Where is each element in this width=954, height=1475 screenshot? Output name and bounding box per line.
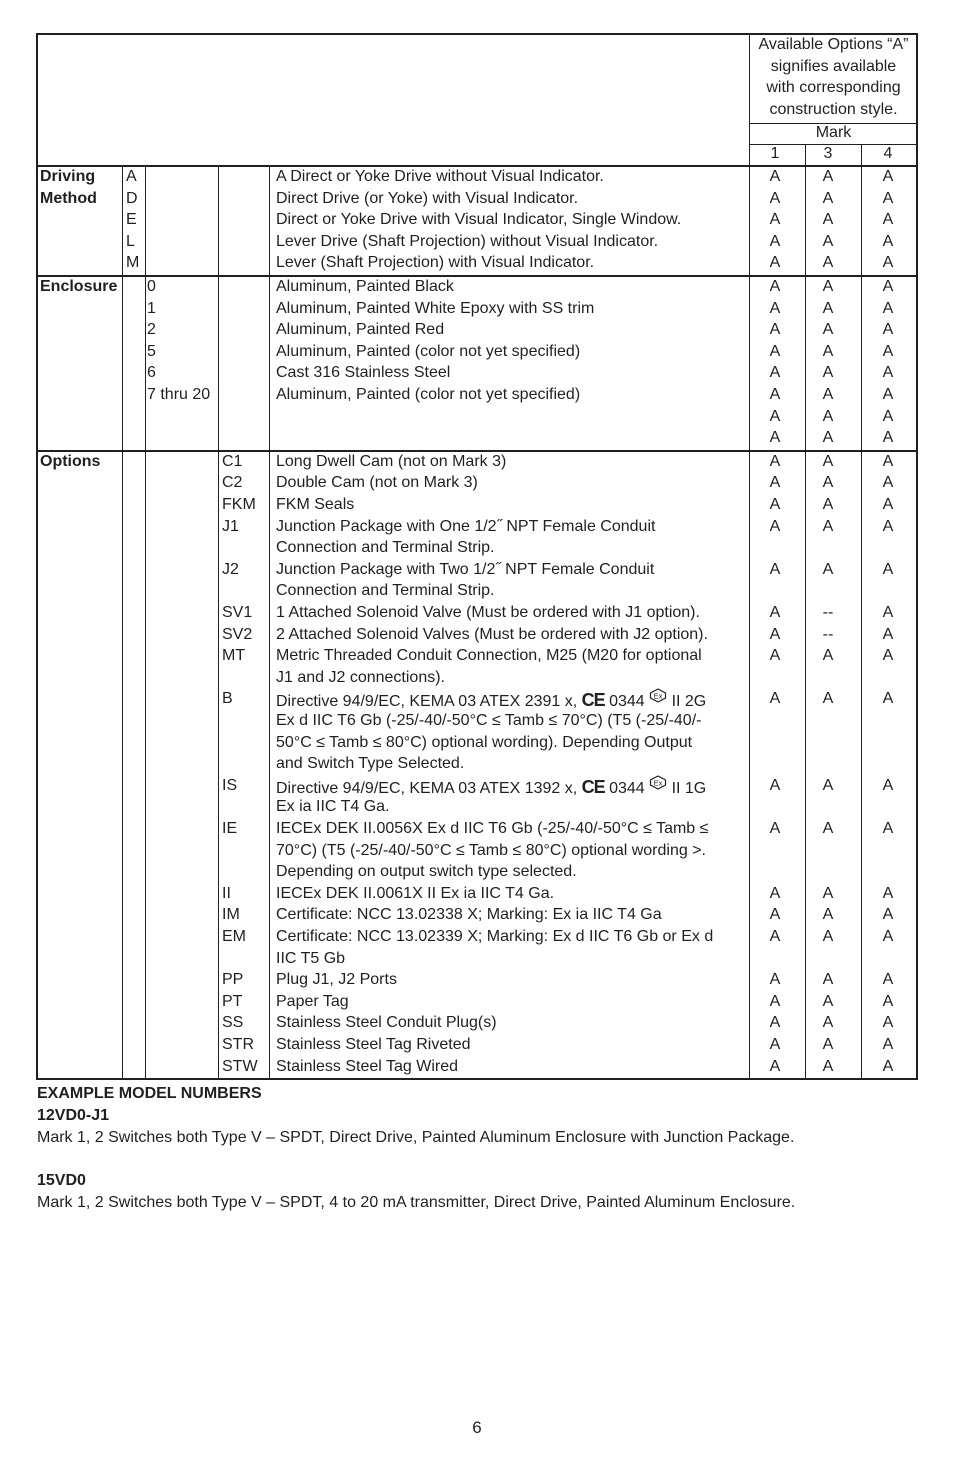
availability-mark-1: A bbox=[769, 776, 781, 794]
option-description: Lever Drive (Shaft Projection) without Visual Indicator. bbox=[276, 232, 659, 250]
availability-mark-4: A bbox=[882, 884, 894, 902]
availability-mark-1: A bbox=[769, 429, 781, 447]
option-code: J1 bbox=[222, 517, 239, 535]
availability-mark-1: A bbox=[769, 189, 781, 207]
availability-mark-1: A bbox=[769, 452, 781, 470]
availability-mark-1: A bbox=[769, 560, 781, 578]
header-col-line bbox=[805, 144, 806, 165]
option-code: II bbox=[222, 884, 231, 902]
option-description: Aluminum, Painted Red bbox=[276, 321, 445, 339]
availability-mark-3: A bbox=[822, 232, 834, 250]
option-description: and Switch Type Selected. bbox=[276, 755, 465, 773]
option-description: Junction Package with Two 1/2˝ NPT Female Conduit bbox=[276, 560, 655, 578]
option-description: A Direct or Yoke Drive without Visual Indicator. bbox=[276, 168, 604, 185]
column-divider bbox=[122, 166, 123, 1078]
availability-mark-4: A bbox=[882, 1057, 894, 1075]
availability-mark-3: A bbox=[822, 364, 834, 382]
option-description: Lever (Shaft Projection) with Visual Indicator. bbox=[276, 254, 595, 272]
option-description: Paper Tag bbox=[276, 992, 349, 1010]
availability-mark-4: A bbox=[882, 299, 894, 317]
code-enclosure: 2 bbox=[147, 321, 156, 339]
option-description: Double Cam (not on Mark 3) bbox=[276, 474, 478, 492]
option-code: SS bbox=[222, 1014, 244, 1032]
option-description: 50°C ≤ Tamb ≤ 80°C) optional wording). Depending Output bbox=[276, 733, 693, 751]
option-code: C1 bbox=[222, 452, 243, 470]
option-description: Aluminum, Painted (color not yet specified) bbox=[276, 386, 581, 403]
option-code: PT bbox=[222, 992, 243, 1010]
availability-mark-4: A bbox=[882, 211, 894, 229]
option-description: Junction Package with One 1/2˝ NPT Female Conduit bbox=[276, 517, 656, 535]
available-options-caption: signifies available bbox=[770, 57, 897, 75]
code-driving: M bbox=[126, 254, 140, 272]
example-model-2: 15VD0 bbox=[37, 1172, 86, 1189]
availability-mark-3: A bbox=[822, 820, 834, 837]
availability-mark-3: A bbox=[822, 299, 834, 317]
page-number: 6 bbox=[472, 1418, 482, 1437]
option-code: MT bbox=[222, 647, 246, 665]
availability-mark-1: A bbox=[769, 474, 781, 492]
option-code: FKM bbox=[222, 496, 256, 513]
availability-mark-1: A bbox=[769, 321, 781, 339]
option-description: Certificate: NCC 13.02338 X; Marking: Ex ia IIC T4 Ga bbox=[276, 906, 662, 924]
availability-mark-4: A bbox=[882, 560, 894, 578]
option-description: Aluminum, Painted White Epoxy with SS trim bbox=[276, 299, 595, 317]
availability-mark-3: A bbox=[822, 211, 834, 229]
option-description: Stainless Steel Tag Wired bbox=[276, 1057, 459, 1075]
option-description: Directive 94/9/EC, KEMA 03 ATEX 1392 x, CE 0344 Ex II 1G bbox=[276, 776, 707, 797]
option-description: 2 Attached Solenoid Valves (Must be ordered with J2 option). bbox=[276, 625, 708, 643]
mark-number-1: 1 bbox=[770, 145, 780, 162]
option-code: C2 bbox=[222, 474, 243, 492]
availability-mark-3: -- bbox=[822, 625, 834, 643]
availability-mark-3: A bbox=[822, 452, 834, 470]
availability-mark-3: A bbox=[822, 386, 834, 403]
code-driving: E bbox=[126, 211, 137, 229]
code-enclosure: 5 bbox=[147, 342, 156, 360]
option-description: Directive 94/9/EC, KEMA 03 ATEX 2391 x, CE 0344 Ex II 2G bbox=[276, 690, 707, 711]
availability-mark-1: A bbox=[769, 1014, 781, 1032]
svg-text:Ex: Ex bbox=[653, 778, 663, 788]
column-divider bbox=[269, 166, 270, 1078]
svg-text:Ex: Ex bbox=[653, 691, 663, 701]
option-description: Stainless Steel Tag Riveted bbox=[276, 1036, 471, 1053]
code-driving: A bbox=[126, 168, 137, 185]
availability-mark-4: A bbox=[882, 168, 894, 185]
option-description: FKM Seals bbox=[276, 496, 355, 513]
example-model-1: 12VD0-J1 bbox=[37, 1107, 110, 1124]
availability-mark-1: A bbox=[769, 232, 781, 250]
availability-mark-3: A bbox=[822, 168, 834, 185]
availability-mark-3: A bbox=[822, 884, 834, 902]
availability-mark-3: A bbox=[822, 254, 834, 272]
availability-mark-1: A bbox=[769, 211, 781, 229]
availability-mark-1: A bbox=[769, 278, 781, 295]
available-options-caption: Available Options “A” bbox=[758, 36, 909, 53]
option-code: EM bbox=[222, 928, 246, 945]
option-code: PP bbox=[222, 971, 244, 989]
availability-mark-1: A bbox=[769, 971, 781, 989]
option-code: SV1 bbox=[222, 604, 253, 621]
availability-mark-4: A bbox=[882, 604, 894, 621]
availability-mark-1: A bbox=[769, 604, 781, 621]
availability-mark-3: A bbox=[822, 342, 834, 360]
column-divider bbox=[218, 166, 219, 1078]
availability-mark-3: A bbox=[822, 407, 834, 425]
availability-mark-4: A bbox=[882, 1014, 894, 1032]
availability-mark-3: A bbox=[822, 429, 834, 447]
option-description: IIC T5 Gb bbox=[276, 949, 346, 967]
code-enclosure: 0 bbox=[147, 278, 156, 295]
option-description: Connection and Terminal Strip. bbox=[276, 582, 495, 600]
option-description: Depending on output switch type selected. bbox=[276, 863, 577, 881]
availability-mark-3: A bbox=[822, 690, 834, 708]
availability-mark-4: A bbox=[882, 278, 894, 295]
code-driving: L bbox=[126, 232, 135, 250]
availability-mark-3: A bbox=[822, 474, 834, 492]
availability-mark-3: A bbox=[822, 776, 834, 794]
option-description: Ex d IIC T6 Gb (-25/-40/-50°C ≤ Tamb ≤ 70°C) (T5 (-25/-40/- bbox=[276, 712, 702, 729]
availability-mark-4: A bbox=[882, 647, 894, 665]
option-description: IECEx DEK II.0056X Ex d IIC T6 Gb (-25/-40/-50°C ≤ Tamb ≤ bbox=[276, 820, 709, 837]
ce-mark-icon: CE bbox=[581, 776, 605, 797]
options-table bbox=[36, 33, 918, 1080]
option-description: Metric Threaded Conduit Connection, M25 (M20 for optional bbox=[276, 647, 702, 665]
section-title-options: Options bbox=[40, 452, 101, 470]
availability-mark-3: A bbox=[822, 971, 834, 989]
column-divider bbox=[805, 166, 806, 1078]
availability-mark-3: A bbox=[822, 278, 834, 295]
availability-mark-4: A bbox=[882, 189, 894, 207]
option-code: STR bbox=[222, 1036, 254, 1053]
availability-mark-4: A bbox=[882, 992, 894, 1010]
availability-mark-1: A bbox=[769, 820, 781, 837]
availability-mark-4: A bbox=[882, 517, 894, 535]
ce-mark-icon: CE bbox=[581, 690, 605, 711]
availability-mark-3: A bbox=[822, 906, 834, 924]
option-description: Plug J1, J2 Ports bbox=[276, 971, 397, 989]
column-divider bbox=[861, 166, 862, 1078]
option-description: Stainless Steel Conduit Plug(s) bbox=[276, 1014, 497, 1032]
option-code: SV2 bbox=[222, 625, 253, 643]
availability-mark-1: A bbox=[769, 364, 781, 382]
code-driving: D bbox=[126, 189, 138, 207]
availability-mark-1: A bbox=[769, 1036, 781, 1053]
availability-mark-1: A bbox=[769, 992, 781, 1010]
column-divider bbox=[145, 166, 146, 1078]
header-col-line bbox=[749, 35, 750, 165]
availability-mark-4: A bbox=[882, 496, 894, 513]
mark-number-3: 3 bbox=[823, 145, 833, 162]
option-code: IS bbox=[222, 776, 238, 794]
availability-mark-1: A bbox=[769, 906, 781, 924]
code-enclosure: 6 bbox=[147, 364, 156, 382]
availability-mark-1: A bbox=[769, 168, 781, 185]
option-code: IE bbox=[222, 820, 238, 837]
option-description: J1 and J2 connections). bbox=[276, 668, 445, 686]
availability-mark-3: A bbox=[822, 1036, 834, 1053]
availability-mark-1: A bbox=[769, 299, 781, 317]
availability-mark-3: A bbox=[822, 992, 834, 1010]
availability-mark-4: A bbox=[882, 820, 894, 837]
availability-mark-4: A bbox=[882, 971, 894, 989]
availability-mark-3: A bbox=[822, 321, 834, 339]
availability-mark-1: A bbox=[769, 517, 781, 535]
examples-heading: EXAMPLE MODEL NUMBERS bbox=[37, 1085, 262, 1102]
option-description: Certificate: NCC 13.02339 X; Marking: Ex d IIC T6 Gb or Ex d bbox=[276, 928, 714, 945]
option-description: 70°C) (T5 (-25/-40/-50°C ≤ Tamb ≤ 80°C) optional wording >. bbox=[276, 841, 706, 859]
availability-mark-4: A bbox=[882, 906, 894, 924]
availability-mark-1: A bbox=[769, 407, 781, 425]
mark-label: Mark bbox=[815, 124, 852, 141]
atex-ex-icon bbox=[649, 775, 667, 797]
atex-ex-icon bbox=[649, 688, 667, 710]
availability-mark-3: -- bbox=[822, 604, 834, 621]
availability-mark-3: A bbox=[822, 189, 834, 207]
section-title-enclosure: Enclosure bbox=[40, 278, 118, 295]
availability-mark-4: A bbox=[882, 342, 894, 360]
availability-mark-4: A bbox=[882, 321, 894, 339]
availability-mark-1: A bbox=[769, 928, 781, 945]
availability-mark-4: A bbox=[882, 429, 894, 447]
availability-mark-1: A bbox=[769, 647, 781, 665]
option-description: IECEx DEK II.0061X II Ex ia IIC T4 Ga. bbox=[276, 884, 555, 902]
option-code: IM bbox=[222, 906, 240, 924]
option-description: Direct or Yoke Drive with Visual Indicator, Single Window. bbox=[276, 211, 682, 229]
availability-mark-3: A bbox=[822, 1014, 834, 1032]
availability-mark-1: A bbox=[769, 342, 781, 360]
availability-mark-1: A bbox=[769, 625, 781, 643]
code-enclosure: 1 bbox=[147, 299, 156, 317]
availability-mark-1: A bbox=[769, 386, 781, 403]
availability-mark-4: A bbox=[882, 232, 894, 250]
availability-mark-1: A bbox=[769, 1057, 781, 1075]
availability-mark-4: A bbox=[882, 407, 894, 425]
availability-mark-4: A bbox=[882, 254, 894, 272]
option-description: Long Dwell Cam (not on Mark 3) bbox=[276, 452, 507, 470]
availability-mark-1: A bbox=[769, 254, 781, 272]
example-description-2: Mark 1, 2 Switches both Type V – SPDT, 4 to 20 mA transmitter, Direct Drive, Painted Aluminum Enclosure. bbox=[37, 1194, 796, 1211]
option-description: Connection and Terminal Strip. bbox=[276, 539, 495, 557]
section-title-driving: Method bbox=[40, 189, 97, 207]
availability-mark-4: A bbox=[882, 474, 894, 492]
code-enclosure: 7 thru 20 bbox=[147, 386, 211, 403]
option-description: 1 Attached Solenoid Valve (Must be ordered with J1 option). bbox=[276, 604, 700, 621]
availability-mark-3: A bbox=[822, 647, 834, 665]
option-code: STW bbox=[222, 1057, 258, 1075]
mark-number-4: 4 bbox=[883, 145, 893, 162]
availability-mark-4: A bbox=[882, 690, 894, 708]
availability-mark-1: A bbox=[769, 884, 781, 902]
availability-mark-4: A bbox=[882, 386, 894, 403]
column-divider bbox=[749, 166, 750, 1078]
option-description: Direct Drive (or Yoke) with Visual Indicator. bbox=[276, 189, 579, 207]
available-options-caption: construction style. bbox=[769, 100, 898, 118]
option-code: J2 bbox=[222, 560, 239, 578]
availability-mark-3: A bbox=[822, 928, 834, 945]
availability-mark-3: A bbox=[822, 560, 834, 578]
option-description: Aluminum, Painted (color not yet specified) bbox=[276, 342, 581, 360]
section-title-driving: Driving bbox=[40, 168, 96, 185]
option-code: B bbox=[222, 690, 233, 708]
availability-mark-4: A bbox=[882, 625, 894, 643]
availability-mark-3: A bbox=[822, 496, 834, 513]
available-options-caption: with corresponding bbox=[766, 79, 901, 97]
availability-mark-4: A bbox=[882, 1036, 894, 1053]
option-description: Cast 316 Stainless Steel bbox=[276, 364, 451, 382]
availability-mark-4: A bbox=[882, 776, 894, 794]
availability-mark-1: A bbox=[769, 690, 781, 708]
option-description: Ex ia IIC T4 Ga. bbox=[276, 798, 390, 816]
option-description: Aluminum, Painted Black bbox=[276, 278, 454, 295]
availability-mark-4: A bbox=[882, 364, 894, 382]
availability-mark-3: A bbox=[822, 1057, 834, 1075]
availability-mark-4: A bbox=[882, 928, 894, 945]
availability-mark-3: A bbox=[822, 517, 834, 535]
example-description-1: Mark 1, 2 Switches both Type V – SPDT, Direct Drive, Painted Aluminum Enclosure with Junction Package. bbox=[37, 1129, 795, 1146]
availability-mark-4: A bbox=[882, 452, 894, 470]
header-col-line bbox=[861, 144, 862, 165]
availability-mark-1: A bbox=[769, 496, 781, 513]
